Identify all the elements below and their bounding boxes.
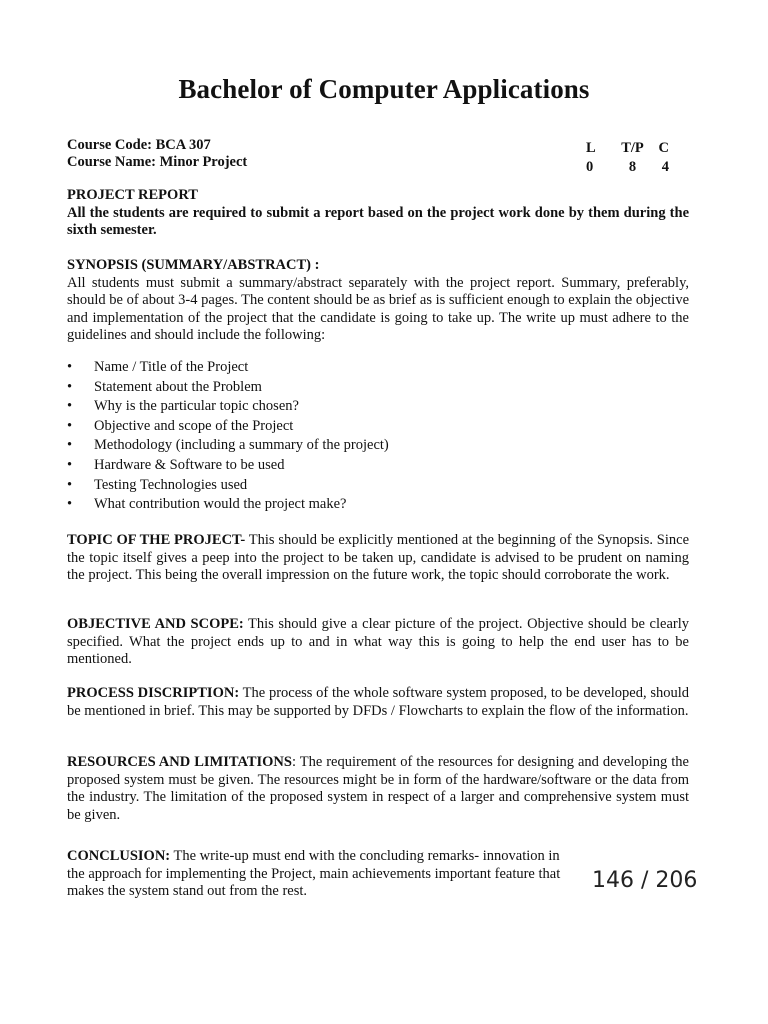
objective-section xyxy=(67,616,689,669)
process-heading: PROCESS DISCRIPTION: xyxy=(67,685,240,701)
bullet-icon: • xyxy=(67,456,73,473)
bullet-icon: • xyxy=(67,398,73,415)
topic-section xyxy=(67,532,689,585)
project-report-text: All the students are required to submit a report based on the project work done by them during the sixth semester. xyxy=(67,204,689,238)
bullet-icon: • xyxy=(67,476,73,493)
process-section xyxy=(67,685,689,720)
list-item-text: Why is the particular topic chosen? xyxy=(94,398,299,415)
conclusion-text: The write-up must end with the concluding remarks- innovation in the approach for implementing the Project, main achievements important feature that makes the system stand out from the rest. xyxy=(67,848,561,899)
resources-section xyxy=(67,754,689,824)
page-counter: 146 / 206 xyxy=(588,866,701,895)
ltpc-value-c: 4 xyxy=(661,159,669,175)
course-code: Course Code: BCA 307 xyxy=(67,137,211,153)
list-item xyxy=(67,457,389,477)
project-report-heading: PROJECT REPORT xyxy=(67,187,198,203)
ltpc-header-l: L xyxy=(586,140,596,156)
process-text: The process of the whole software system proposed, to be developed, should be mentioned in brief. This may be supported by DFDs / Flowcharts to explain the flow of the information. xyxy=(67,685,689,719)
bullet-icon: • xyxy=(67,378,73,395)
project-report-section xyxy=(67,187,689,240)
objective-text: This should give a clear picture of the project. Objective should be clearly specified. What the project ends up to and in what way this is going to help the end user has to be mentioned. xyxy=(67,616,689,667)
ltpc-value-tp: 8 xyxy=(628,159,637,175)
course-info xyxy=(67,137,247,171)
conclusion-section xyxy=(67,848,567,901)
list-item xyxy=(67,379,389,399)
list-item-text: Testing Technologies used xyxy=(94,476,248,493)
ltpc-header-row xyxy=(586,139,669,158)
ltpc-header-tp: T/P xyxy=(621,140,644,156)
list-item-text: Statement about the Problem xyxy=(94,378,262,395)
list-item-text: Name / Title of the Project xyxy=(94,359,249,375)
topic-heading: TOPIC OF THE PROJECT- xyxy=(67,532,246,548)
bullet-icon: • xyxy=(67,417,73,434)
list-item xyxy=(67,477,389,497)
list-item-text: What contribution would the project make? xyxy=(94,496,347,513)
list-item xyxy=(67,359,389,379)
list-item xyxy=(67,496,389,516)
ltpc-table xyxy=(586,139,669,177)
page-title: Bachelor of Computer Applications xyxy=(178,74,590,104)
list-item-text: Objective and scope of the Project xyxy=(94,417,294,434)
topic-text: This should be explicitly mentioned at the beginning of the Synopsis. Since the topic itself gives a peep into the project to be taken up, candidate is advised to be prudent on naming the project. This being the overall impression on the future work, the topic should corroborate the work. xyxy=(67,532,689,583)
synopsis-text: All students must submit a summary/abstract separately with the project report. Summary, preferably, should be of about 3-4 pages. The content should be as brief as is sufficient enough to explain the objective and implementation of the project that the candidate is going to take up. The write up must adhere to the guidelines and should include the following: xyxy=(67,274,690,343)
bullet-icon: • xyxy=(67,359,73,375)
objective-heading: OBJECTIVE AND SCOPE: xyxy=(67,616,244,632)
list-item xyxy=(67,398,389,418)
bullet-icon: • xyxy=(67,496,73,513)
course-name: Course Name: Minor Project xyxy=(67,154,248,170)
ltpc-values-row xyxy=(586,158,669,177)
synopsis-bullet-list xyxy=(67,359,389,516)
ltpc-header-c: C xyxy=(658,140,669,156)
resources-heading: RESOURCES AND LIMITATIONS xyxy=(67,754,292,770)
list-item xyxy=(67,418,389,438)
conclusion-heading: CONCLUSION: xyxy=(67,848,171,864)
synopsis-heading: SYNOPSIS (SUMMARY/ABSTRACT) : xyxy=(67,257,320,273)
resources-text: : The requirement of the resources for designing and developing the proposed system must be given. The resources might be in form of the hardware/software or the data from the industry. The limitation of the proposed system in respect of a larger and comprehensive system must be given. xyxy=(67,754,689,823)
synopsis-section xyxy=(67,257,689,345)
list-item-text: Methodology (including a summary of the project) xyxy=(94,437,389,454)
list-item xyxy=(67,437,389,457)
list-item-text: Hardware & Software to be used xyxy=(94,456,285,473)
bullet-icon: • xyxy=(67,437,73,454)
ltpc-value-l: 0 xyxy=(586,159,594,175)
